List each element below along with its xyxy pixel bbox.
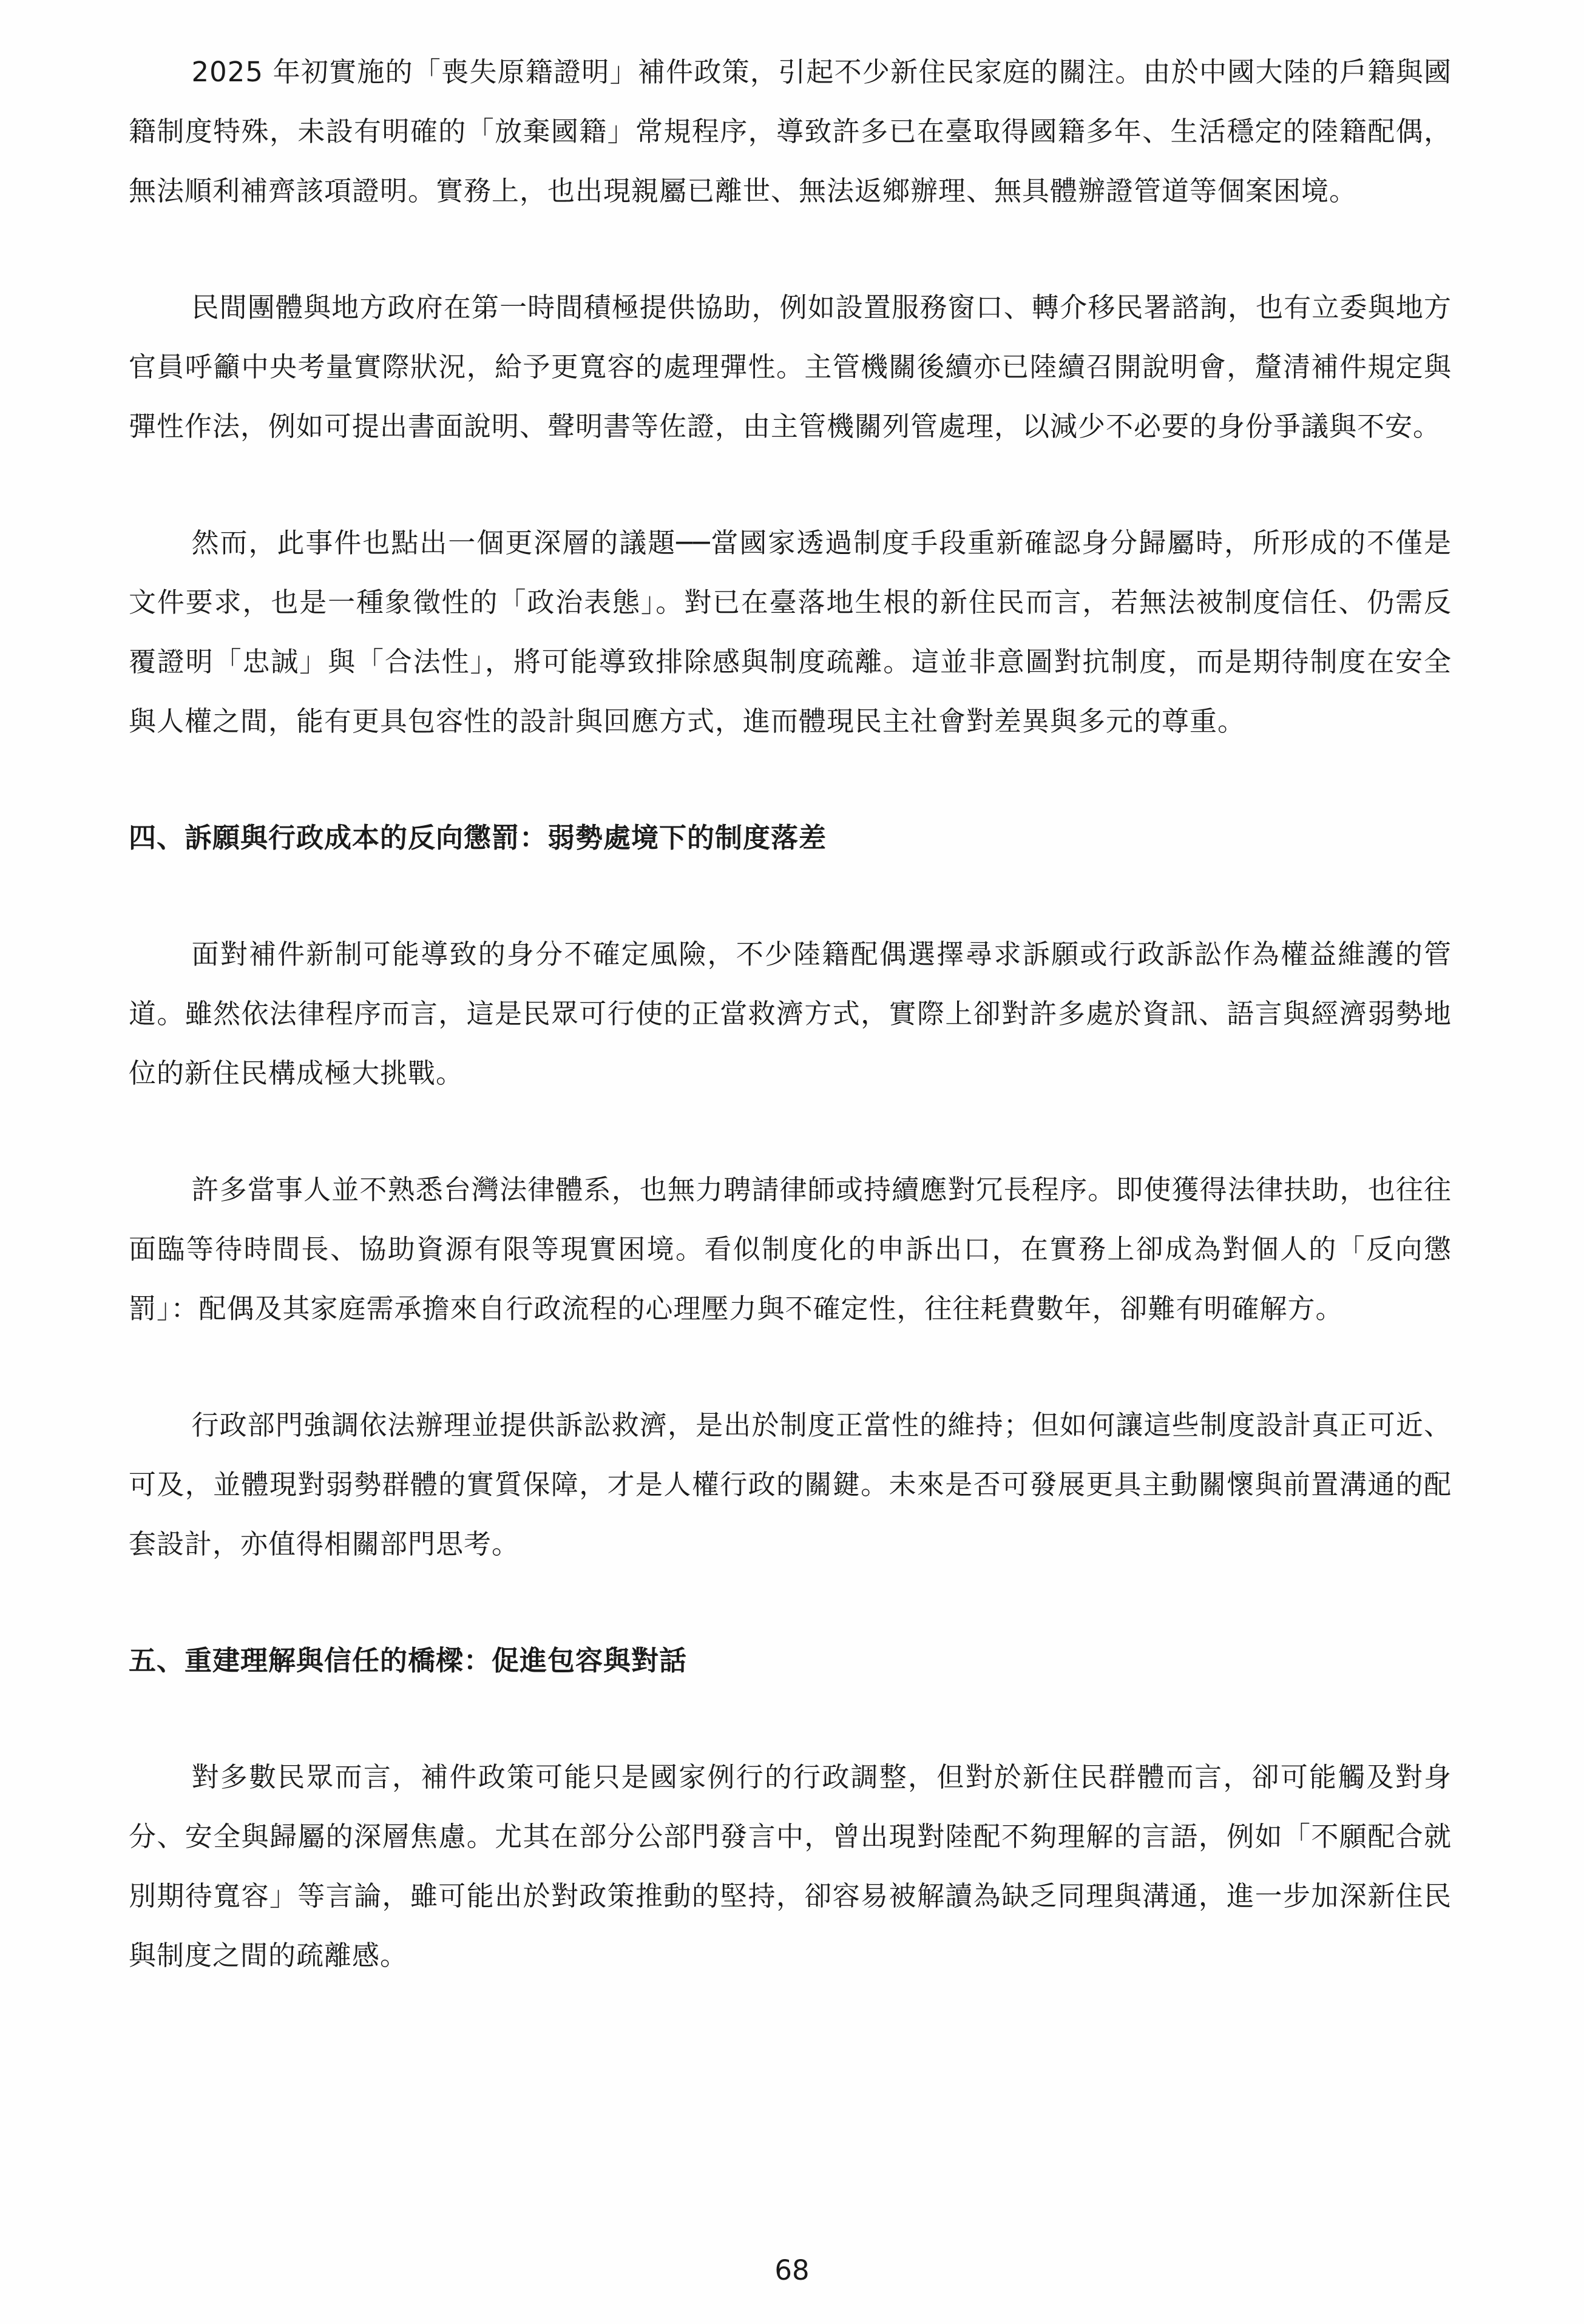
section-5-heading: 五、重建理解與信任的橋樑：促進包容與對話 [129, 1644, 688, 1677]
section-5-paragraph: 對多數民眾而言，補件政策可能只是國家例行的行政調整，但對於新住民群體而言，卻可能觸及對身分、安全與歸屬的深層焦慮。尤其在部分公部門發言中，曾出現對陸配不夠理解的言語，例如「不願配合就別期待寬容」等言論，雖可能出於對政策推動的堅持，卻容易被解讀為缺乏同理與溝通，進一步加深新住民與制度之間的疏離感。 [129, 1761, 1452, 1971]
paragraph-assistance: 民間團體與地方政府在第一時間積極提供協助，例如設置服務窗口、轉介移民署諮詢，也有立委與地方官員呼籲中央考量實際狀況，給予更寬容的處理彈性。主管機關後續亦已陸續召開說明會，釐清補件規定與彈性作法，例如可提出書面說明、聲明書等佐證，由主管機關列管處理，以減少不必要的身份爭議與不安。 [129, 291, 1452, 442]
section-4-paragraph: 面對補件新制可能導致的身分不確定風險，不少陸籍配偶選擇尋求訴願或行政訴訟作為權益維護的管道。雖然依法律程序而言，這是民眾可行使的正當救濟方式，實際上卻對許多處於資訊、語言與經濟弱勢地位的新住民構成極大挑戰。 [129, 938, 1452, 1089]
page-number: 68 [774, 2254, 810, 2286]
section-4-paragraph: 許多當事人並不熟悉台灣法律體系，也無力聘請律師或持續應對冗長程序。即使獲得法律扶助，也往往面臨等待時間長、協助資源有限等現實困境。看似制度化的申訴出口，在實務上卻成為對個人的「反向懲罰」：配偶及其家庭需承擔來自行政流程的心理壓力與不確定性，往往耗費數年，卻難有明確解方。 [129, 1174, 1452, 1325]
paragraph-policy-intro: 2025 年初實施的「喪失原籍證明」補件政策，引起不少新住民家庭的關注。由於中國大陸的戶籍與國籍制度特殊，未設有明確的「放棄國籍」常規程序，導致許多已在臺取得國籍多年、生活穩定的陸籍配偶，無法順利補齊該項證明。實務上，也出現親屬已離世、無法返鄉辦理、無具體辦證管道等個案困境。 [129, 56, 1452, 207]
paragraph-deeper-issue: 然而，此事件也點出一個更深層的議題──當國家透過制度手段重新確認身分歸屬時，所形成的不僅是文件要求，也是一種象徵性的「政治表態」。對已在臺落地生根的新住民而言，若無法被制度信任、仍需反覆證明「忠誠」與「合法性」，將可能導致排除感與制度疏離。這並非意圖對抗制度，而是期待制度在安全與人權之間，能有更具包容性的設計與回應方式，進而體現民主社會對差異與多元的尊重。 [129, 527, 1452, 737]
section-4-heading: 四、訴願與行政成本的反向懲罰：弱勢處境下的制度落差 [129, 822, 827, 854]
section-4-paragraph: 行政部門強調依法辦理並提供訴訟救濟，是出於制度正當性的維持；但如何讓這些制度設計真正可近、可及，並體現對弱勢群體的實質保障，才是人權行政的關鍵。未來是否可發展更具主動關懷與前置溝通的配套設計，亦值得相關部門思考。 [129, 1409, 1452, 1560]
page-content [129, 42, 1452, 2042]
